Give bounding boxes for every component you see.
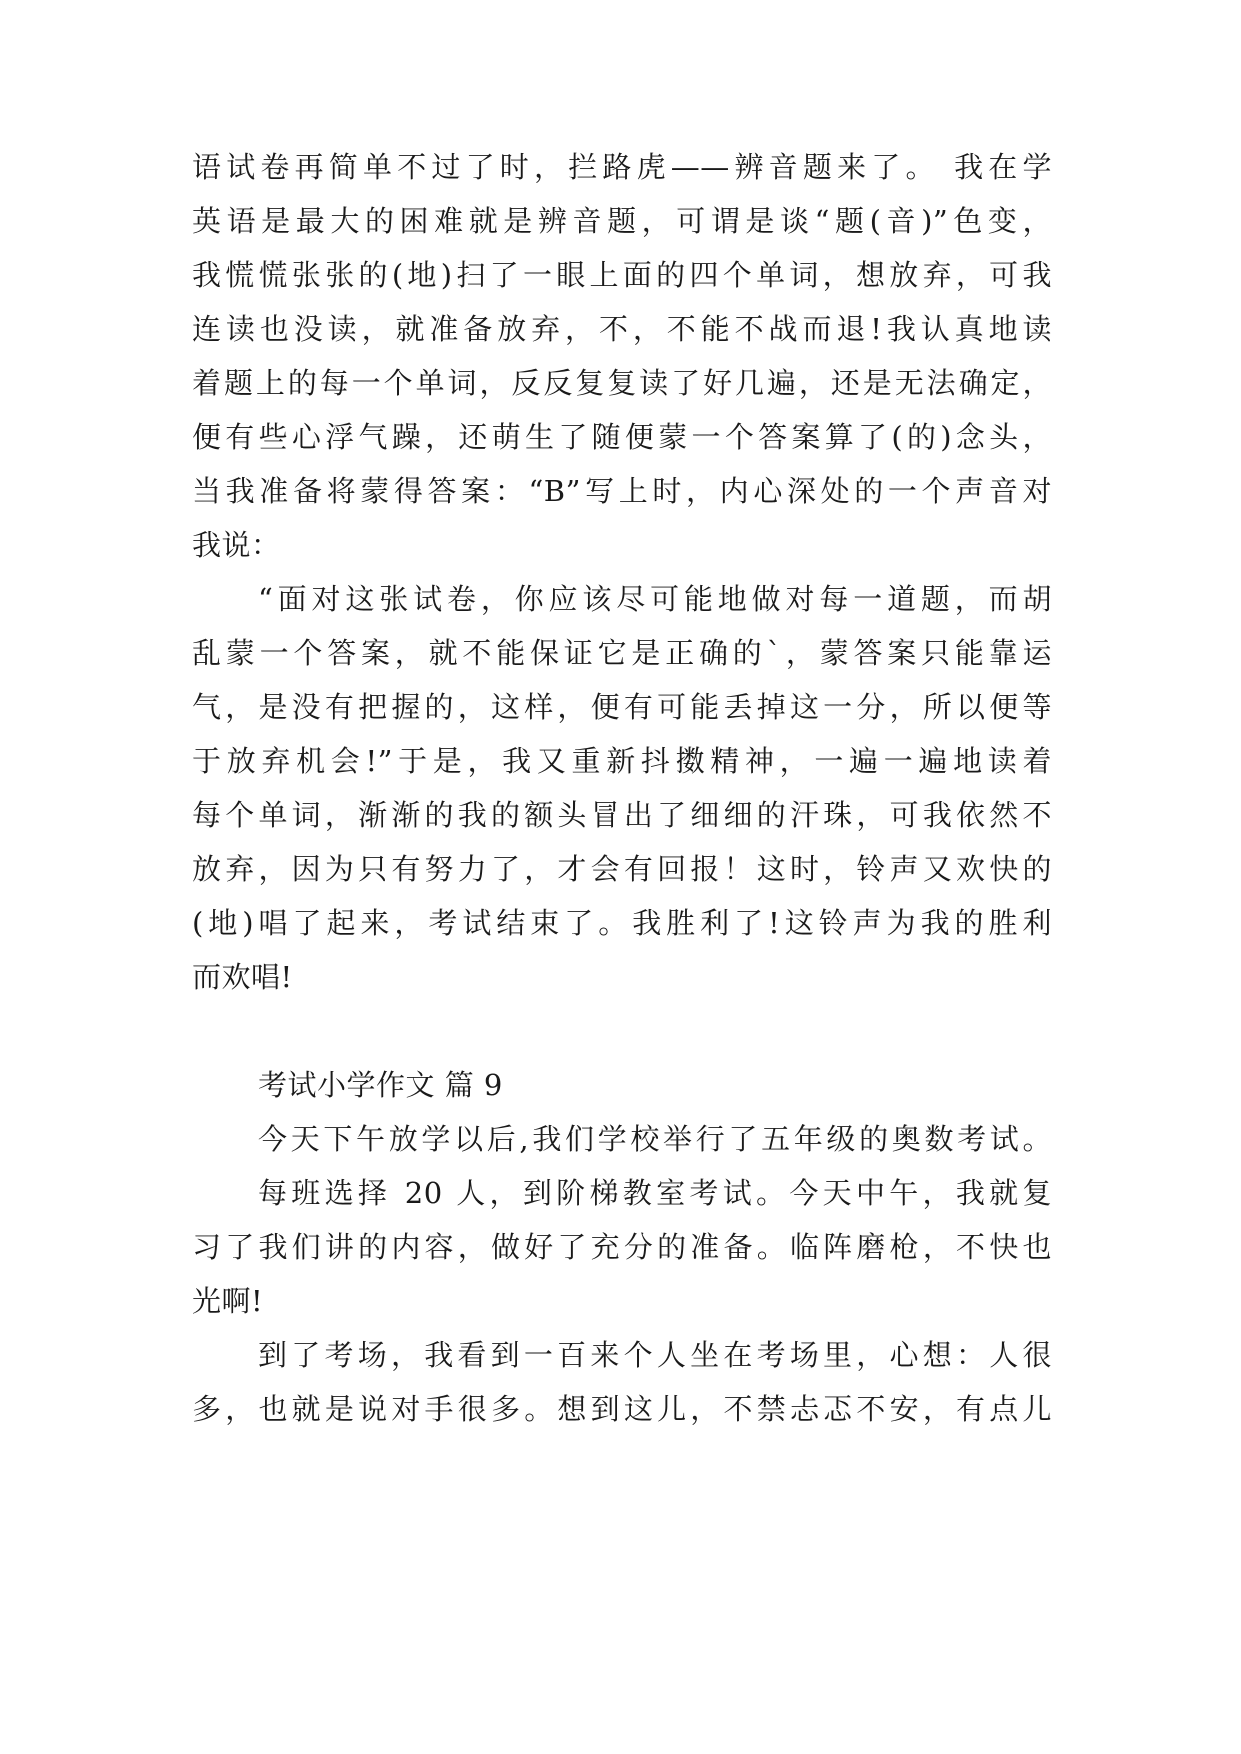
paragraph-line: 今天下午放学以后,我们学校举行了五年级的奥数考试。	[258, 1122, 1052, 1156]
paragraph-line: 每个单词，渐渐的我的额头冒出了细细的汗珠，可我依然不	[192, 798, 1052, 832]
paragraph-line: 于放弃机会!”于是，我又重新抖擞精神，一遍一遍地读着	[192, 744, 1052, 778]
paragraph-line: 我慌慌张张的(地)扫了一眼上面的四个单词，想放弃，可我	[192, 258, 1052, 292]
paragraph-line: 气，是没有把握的，这样，便有可能丢掉这一分，所以便等	[192, 690, 1052, 724]
paragraph-line: “面对这张试卷，你应该尽可能地做对每一道题，而胡	[258, 582, 1052, 616]
paragraph-line: 光啊!	[192, 1284, 264, 1318]
paragraph-line: 我说：	[192, 528, 281, 562]
paragraph-line: 连读也没读，就准备放弃，不，不能不战而退!我认真地读	[192, 312, 1052, 346]
paragraph-line: 放弃，因为只有努力了，才会有回报！这时，铃声又欢快的	[192, 852, 1052, 886]
paragraph-line: 乱蒙一个答案，就不能保证它是正确的`，蒙答案只能靠运	[192, 636, 1052, 670]
paragraph-line: (地)唱了起来，考试结束了。我胜利了!这铃声为我的胜利	[192, 906, 1052, 940]
paragraph-line: 语试卷再简单不过了时，拦路虎——辨音题来了。 我在学	[192, 150, 1052, 184]
paragraph-line: 到了考场，我看到一百来个人坐在考场里，心想：人很	[258, 1338, 1052, 1372]
paragraph-line: 便有些心浮气躁，还萌生了随便蒙一个答案算了(的)念头，	[192, 420, 1052, 454]
paragraph-line: 而欢唱!	[192, 960, 293, 994]
paragraph-line: 习了我们讲的内容，做好了充分的准备。临阵磨枪，不快也	[192, 1230, 1052, 1264]
paragraph-line: 每班选择 20 人，到阶梯教室考试。今天中午，我就复	[258, 1176, 1052, 1210]
paragraph-line: 英语是最大的困难就是辨音题，可谓是谈“题(音)”色变，	[192, 204, 1052, 238]
essay-title: 考试小学作文 篇 9	[258, 1068, 503, 1102]
paragraph-line: 着题上的每一个单词，反反复复读了好几遍，还是无法确定，	[192, 366, 1052, 400]
paragraph-line: 多，也就是说对手很多。想到这儿，不禁忐忑不安，有点儿	[192, 1392, 1052, 1426]
paragraph-line: 当我准备将蒙得答案：“B”写上时，内心深处的一个声音对	[192, 474, 1052, 508]
